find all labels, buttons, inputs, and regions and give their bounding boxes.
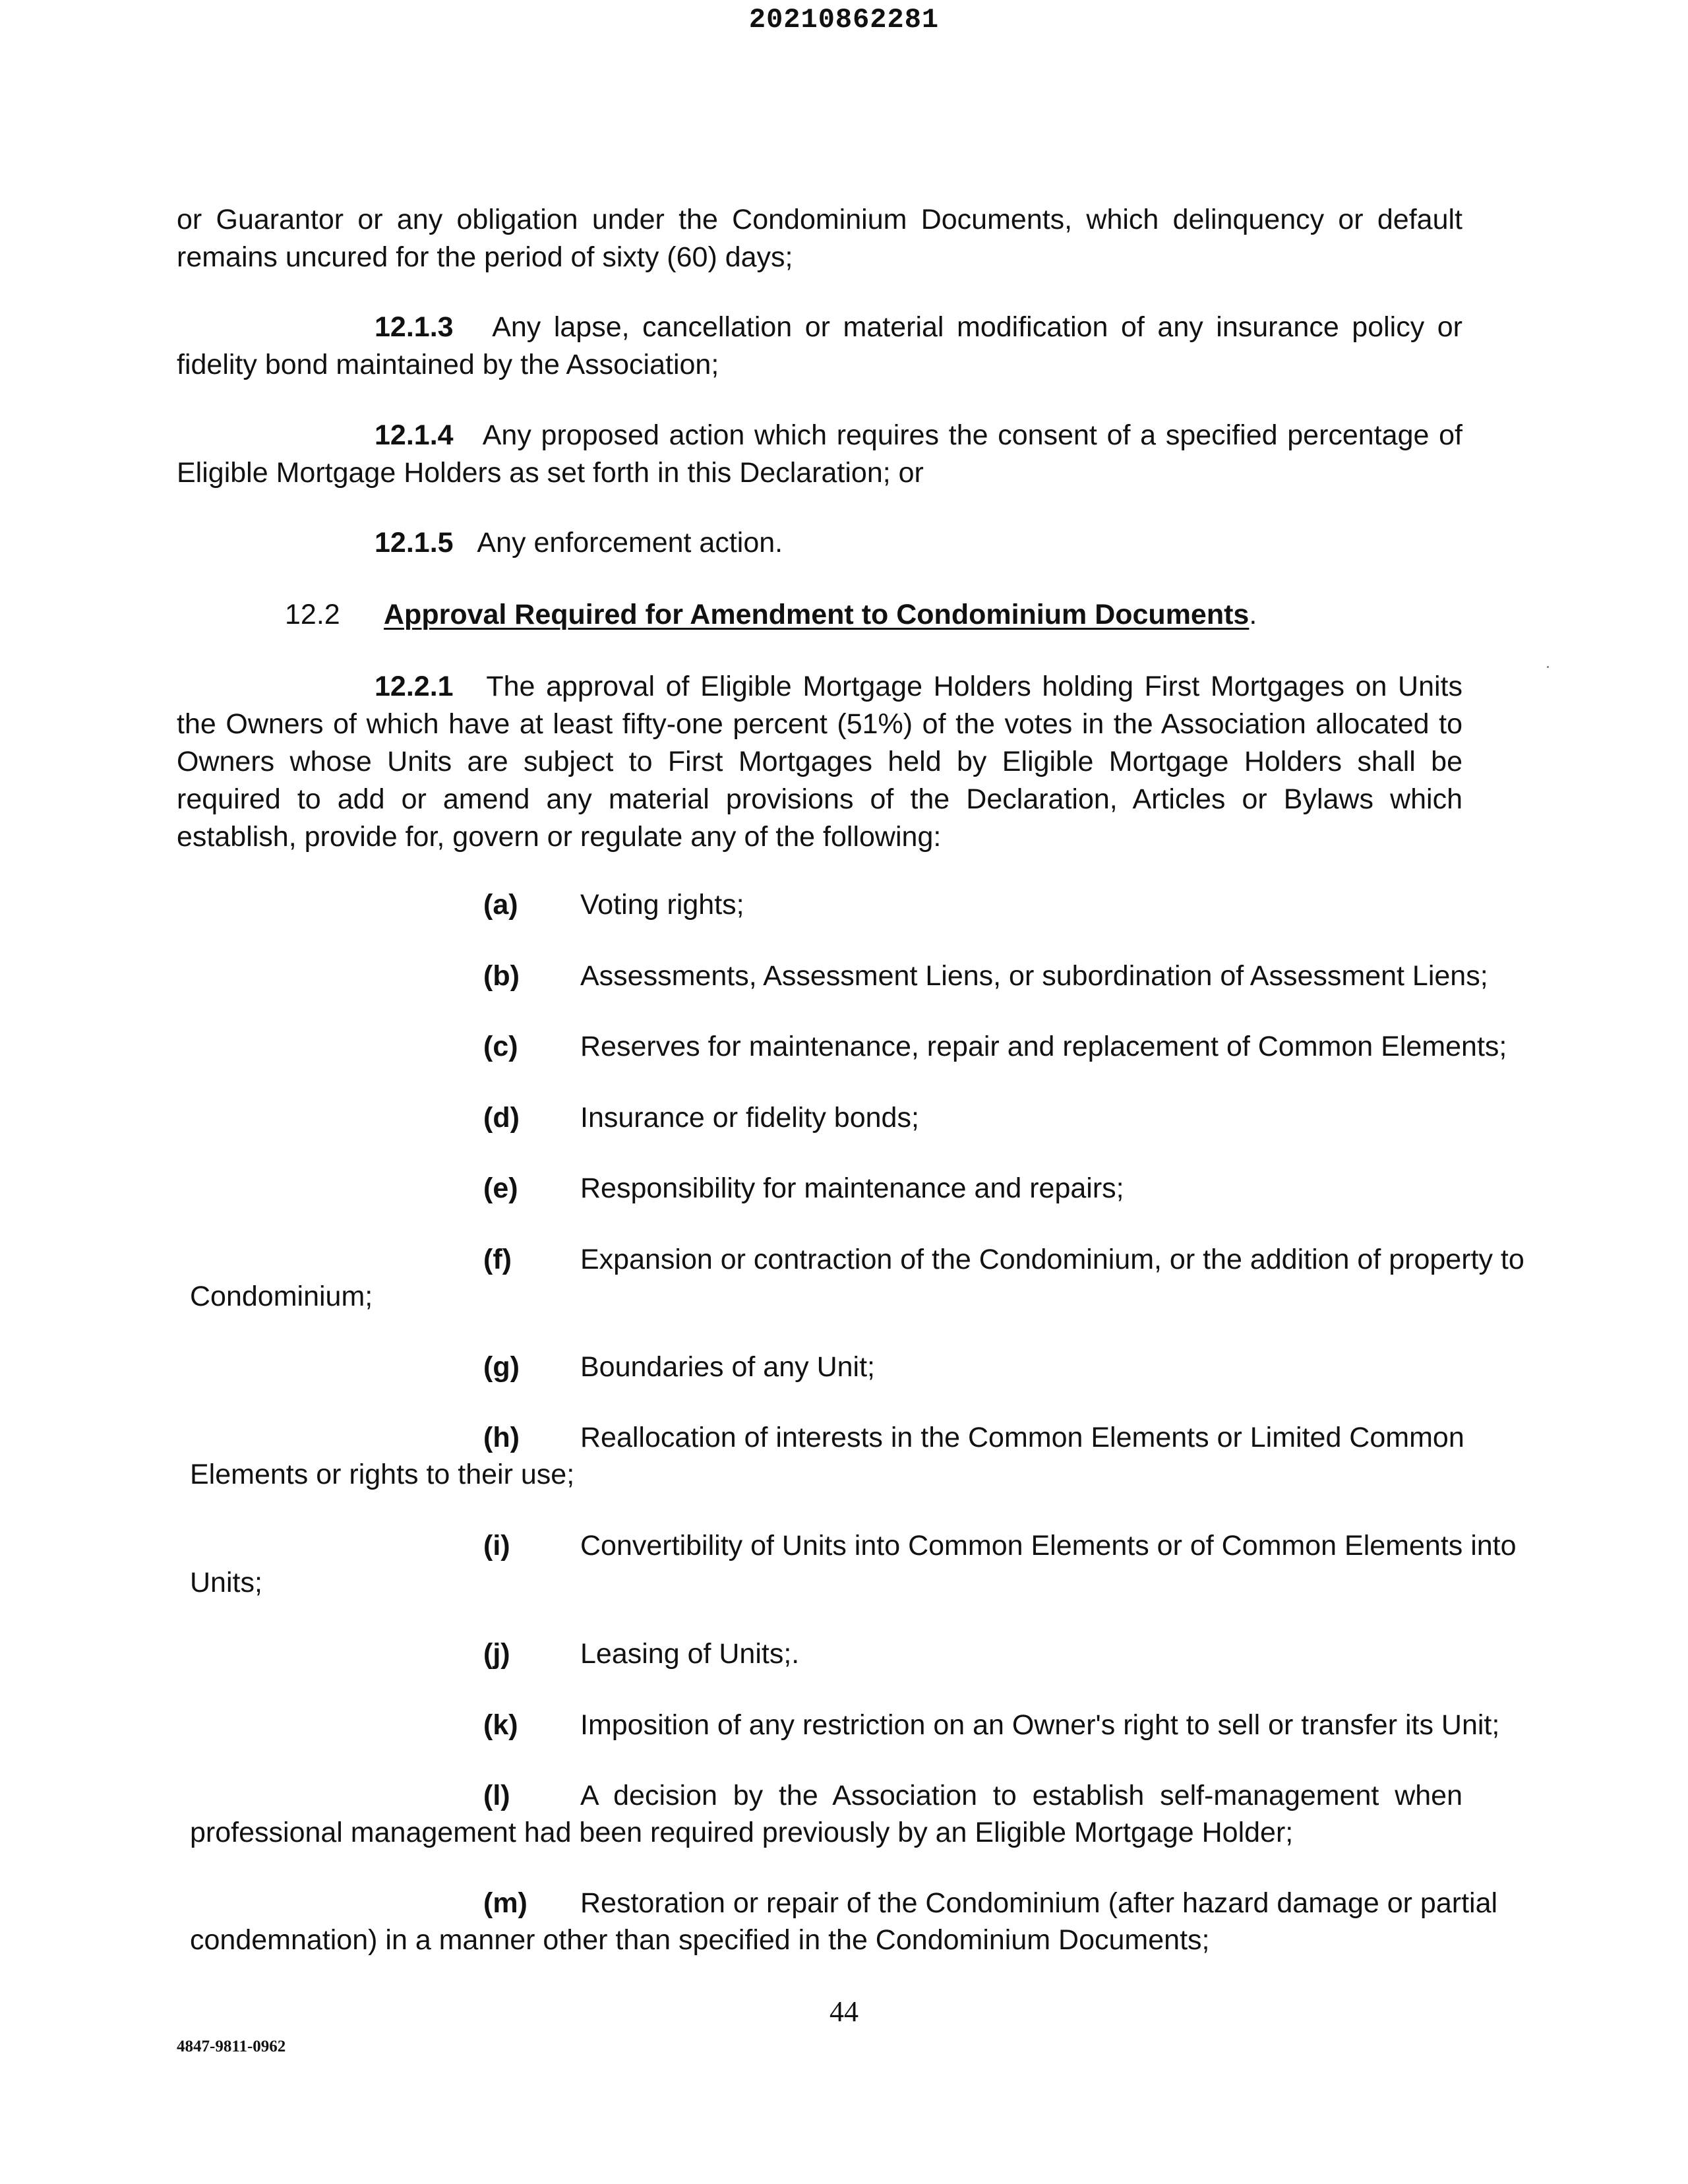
item-text-i: Convertibility of Units into Common Elements or of Common Elements into bbox=[580, 1530, 1517, 1562]
item-text-h: Reallocation of interests in the Common Elements or Limited Common bbox=[580, 1422, 1464, 1453]
item-letter-l: (l) bbox=[483, 1780, 510, 1811]
item-letter-h: (h) bbox=[483, 1422, 520, 1453]
document-id: 4847-9811-0962 bbox=[177, 2038, 286, 2055]
item-text-f: Expansion or contraction of the Condominium, or the addition of property to bbox=[580, 1244, 1524, 1275]
item-text-m: Restoration or repair of the Condominium (after hazard damage or partial bbox=[580, 1887, 1498, 1919]
section-number: 12.1.3 bbox=[375, 311, 454, 343]
section-text: Any lapse, cancellation or material modification of any insurance policy or fidelity bond maintained by the Association; bbox=[177, 311, 1462, 380]
item-letter-d: (d) bbox=[483, 1102, 520, 1134]
item-text-l: A decision by the Association to establish self-management when bbox=[580, 1780, 1462, 1811]
heading-trail: . bbox=[1249, 599, 1257, 630]
section-number: 12.1.4 bbox=[375, 419, 454, 451]
continuation-paragraph: or Guarantor or any obligation under the Condominium Documents, which delinquency or default remains uncured for the period of sixty (60) days; bbox=[177, 204, 1462, 273]
item-text-b: Assessments, Assessment Liens, or subordination of Assessment Liens; bbox=[580, 960, 1488, 992]
section-number: 12.1.5 bbox=[375, 527, 454, 559]
item-cont-i: Units; bbox=[190, 1567, 262, 1598]
section-12-1-4 bbox=[177, 417, 1462, 492]
section-text: Any enforcement action. bbox=[477, 527, 783, 559]
item-letter-a: (a) bbox=[483, 889, 518, 921]
item-text-k: Imposition of any restriction on an Owner's right to sell or transfer its Unit; bbox=[580, 1709, 1500, 1741]
section-heading bbox=[384, 596, 1257, 634]
page-number: 44 bbox=[829, 1995, 859, 2028]
section-text: The approval of Eligible Mortgage Holders holding First Mortgages on Units the Owners of which have at least fifty-one percent (51%) of the votes in the Association allocated to Owners whose Units are subject to First Mortgages held by Eligible Mortgage Holders shall be required to add or amend any material provisions of the Declaration, Articles or Bylaws which establish, provide for, govern or regulate any of the following: bbox=[177, 671, 1462, 853]
document-number: 20210862281 bbox=[748, 4, 940, 36]
item-letter-k: (k) bbox=[483, 1709, 518, 1741]
scan-speck bbox=[1547, 666, 1549, 668]
item-text-g: Boundaries of any Unit; bbox=[580, 1351, 875, 1383]
item-cont-h: Elements or rights to their use; bbox=[190, 1459, 575, 1490]
item-text-j: Leasing of Units;. bbox=[580, 1638, 800, 1670]
item-text-a: Voting rights; bbox=[580, 889, 744, 921]
item-letter-g: (g) bbox=[483, 1351, 520, 1383]
item-text-c: Reserves for maintenance, repair and replacement of Common Elements; bbox=[580, 1031, 1507, 1062]
heading-number: 12.2 bbox=[285, 599, 340, 630]
item-letter-f: (f) bbox=[483, 1244, 512, 1275]
item-cont-f: Condominium; bbox=[190, 1281, 373, 1312]
item-letter-m: (m) bbox=[483, 1887, 528, 1919]
section-12-1-5 bbox=[177, 524, 1462, 562]
item-cont-l: professional management had been required previously by an Eligible Mortgage Holder; bbox=[190, 1817, 1294, 1848]
item-cont-m: condemnation) in a manner other than specified in the Condominium Documents; bbox=[190, 1924, 1210, 1956]
heading-title: Approval Required for Amendment to Condominium Documents bbox=[384, 599, 1250, 630]
section-text: Any proposed action which requires the consent of a specified percentage of Eligible Mortgage Holders as set forth in this Declaration; or bbox=[177, 419, 1462, 489]
item-letter-e: (e) bbox=[483, 1172, 518, 1204]
item-letter-i: (i) bbox=[483, 1530, 510, 1562]
item-text-e: Responsibility for maintenance and repairs; bbox=[580, 1172, 1124, 1204]
item-letter-c: (c) bbox=[483, 1031, 518, 1062]
item-letter-b: (b) bbox=[483, 960, 520, 992]
section-12-2-1 bbox=[177, 668, 1462, 856]
section-number: 12.2.1 bbox=[375, 671, 454, 702]
section-12-1-3 bbox=[177, 309, 1462, 384]
item-letter-j: (j) bbox=[483, 1638, 510, 1670]
item-text-d: Insurance or fidelity bonds; bbox=[580, 1102, 919, 1134]
